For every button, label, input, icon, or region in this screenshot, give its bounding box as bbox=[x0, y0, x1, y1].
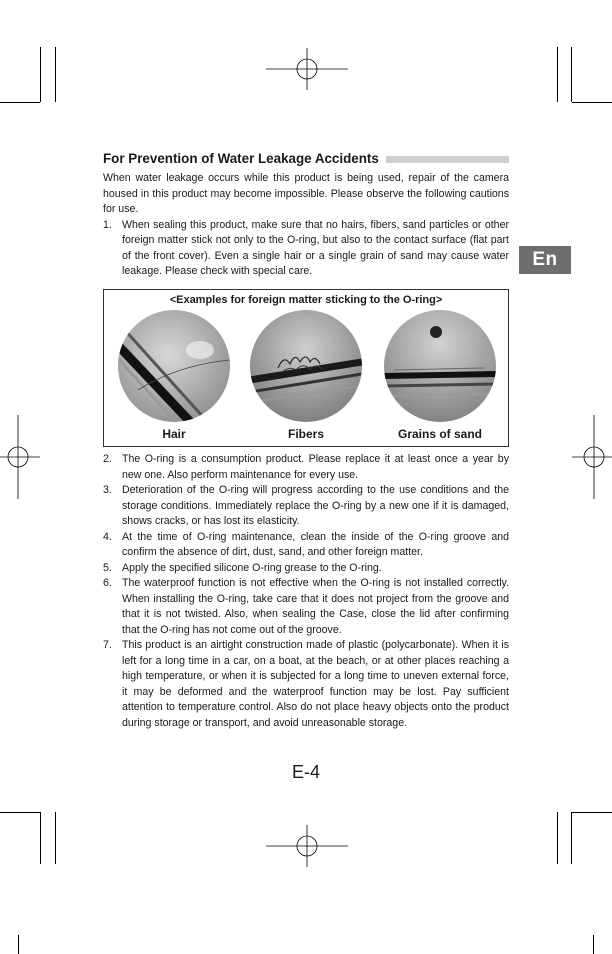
fibers-photo bbox=[250, 310, 362, 422]
item-text: Deterioration of the O-ring will progress according to the use conditions and the storage conditions. Immediately replace the O-ring by a new one if it is damaged, shows cracks, or has lost its elasticity. bbox=[122, 484, 509, 527]
list-item bbox=[103, 530, 509, 561]
list-item bbox=[103, 218, 509, 280]
item-number: 1. bbox=[103, 218, 112, 231]
section-header bbox=[103, 150, 509, 166]
hair-photo bbox=[118, 310, 230, 422]
list-item bbox=[103, 452, 509, 483]
item-number: 2. bbox=[103, 453, 112, 465]
figure-title: <Examples for foreign matter sticking to the O-ring> bbox=[169, 294, 443, 306]
item-text: The O-ring is a consumption product. Please replace it at least once a year by new one. Also perform maintenance for every use. bbox=[122, 453, 509, 481]
registration-mark-right bbox=[572, 415, 612, 499]
registration-mark-top bbox=[266, 48, 348, 90]
figure-box bbox=[103, 289, 509, 447]
item-number: 6. bbox=[103, 577, 112, 589]
section-title: For Prevention of Water Leakage Accidents bbox=[103, 150, 379, 166]
item-number: 7. bbox=[103, 639, 112, 651]
registration-mark-bottom bbox=[266, 825, 348, 867]
caution-list-part-2 bbox=[103, 452, 509, 731]
item-number: 5. bbox=[103, 561, 112, 574]
registration-mark-left bbox=[0, 415, 40, 499]
page-number: E-4 bbox=[291, 762, 320, 782]
item-text: The waterproof function is not effective when the O-ring is not installed correctly. When installing the O-ring, take care that it does not project from the groove and that it is not twisted. Also, when sealing the Case, close the lid after confirming that the O-ring has not come out of the groove. bbox=[122, 577, 509, 636]
list-item bbox=[103, 638, 509, 731]
item-text: Apply the specified silicone O-ring grease to the O-ring. bbox=[122, 561, 382, 574]
list-item bbox=[103, 483, 509, 530]
intro-paragraph: When water leakage occurs while this product is being used, repair of the camera housed in this product may become impossible. Please observe the following cautions for use. bbox=[103, 172, 509, 215]
language-tab: En bbox=[519, 246, 571, 274]
list-item bbox=[103, 576, 509, 638]
item-text: At the time of O-ring maintenance, clean the inside of the O-ring groove and confirm the absence of dirt, dust, sand, and other foreign matter. bbox=[122, 530, 509, 558]
caution-list-part-1 bbox=[103, 218, 509, 280]
item-number: 3. bbox=[103, 484, 112, 496]
sand-photo bbox=[384, 310, 496, 422]
list-item bbox=[103, 561, 509, 577]
section bbox=[103, 150, 509, 280]
caption-fibers: Fibers bbox=[287, 427, 324, 441]
title-rule bbox=[386, 156, 509, 163]
item-text: When sealing this product, make sure that no hairs, fibers, sand particles or other foreign matter stick not only to the O-ring, but also to the contact surface (flat part of the front cover). Even a single hair or a single grain of sand may cause water leakage. Please check with special care. bbox=[122, 218, 509, 277]
item-number: 4. bbox=[103, 530, 112, 543]
item-text: This product is an airtight construction made of plastic (polycarbonate). When it is left for a long time in a car, on a boat, at the beach, or at other places reaching a high temperature, or when it is subjected for a long time to uneven external force, it may be deformed and the waterproof function may be lost. Pay sufficient attention to temperature control. Also do not place heavy objects onto the product during storage or transport, and avoid unreasonable storage. bbox=[122, 639, 509, 729]
caption-sand: Grains of sand bbox=[397, 427, 483, 441]
caption-hair: Hair bbox=[162, 427, 186, 441]
